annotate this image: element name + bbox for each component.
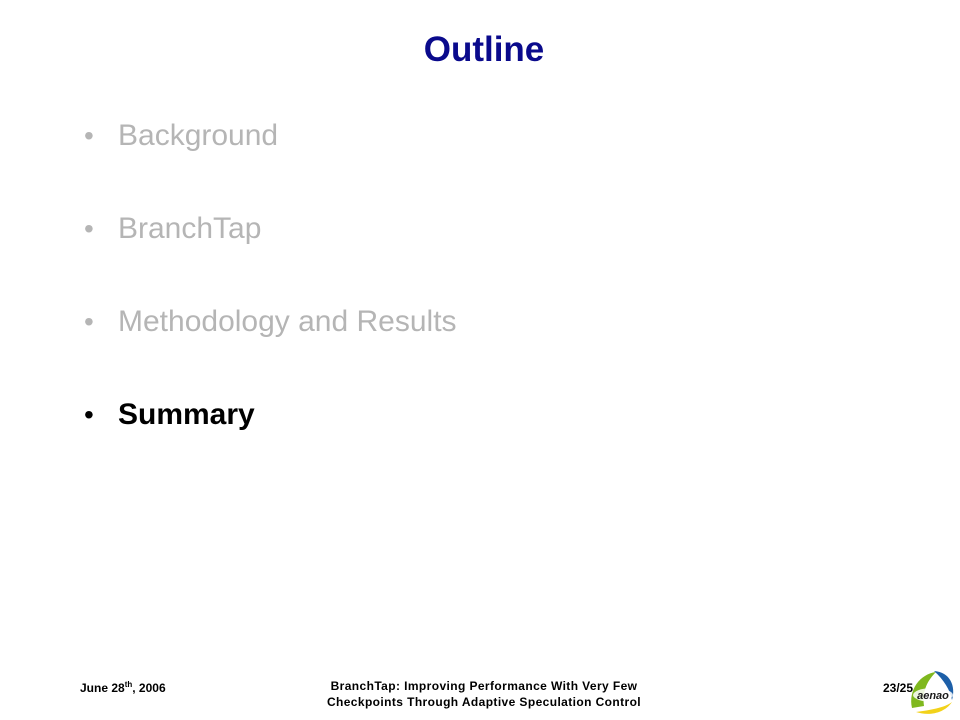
outline-item-label: Summary	[118, 398, 255, 431]
outline-item-label: BranchTap	[118, 212, 262, 245]
outline-item-background	[84, 116, 278, 156]
outline-item-branchtap	[84, 209, 261, 249]
aenao-logo-icon	[906, 668, 956, 716]
footer-presentation-title	[290, 678, 678, 710]
footer-title-line-1: BranchTap: Improving Performance With Very Few	[330, 679, 638, 693]
bullet-icon: •	[84, 120, 94, 151]
bullet-icon: •	[84, 213, 94, 244]
footer-date-main: June 28	[80, 681, 125, 695]
slide-title: Outline	[423, 30, 545, 69]
bullet-icon: •	[84, 399, 94, 430]
outline-item-label: Methodology and Results	[118, 305, 457, 338]
outline-item-summary	[84, 395, 255, 435]
footer-date	[80, 681, 166, 695]
footer-date-suffix: th	[124, 680, 133, 689]
outline-item-methodology	[84, 302, 457, 342]
page-number: 23/25	[883, 681, 914, 695]
footer-title-line-2: Checkpoints Through Adaptive Speculation Control	[326, 695, 642, 709]
footer-date-year: , 2006	[132, 681, 166, 695]
outline-item-label: Background	[118, 119, 279, 152]
bullet-icon: •	[84, 306, 94, 337]
logo-text: aenao	[917, 690, 949, 702]
